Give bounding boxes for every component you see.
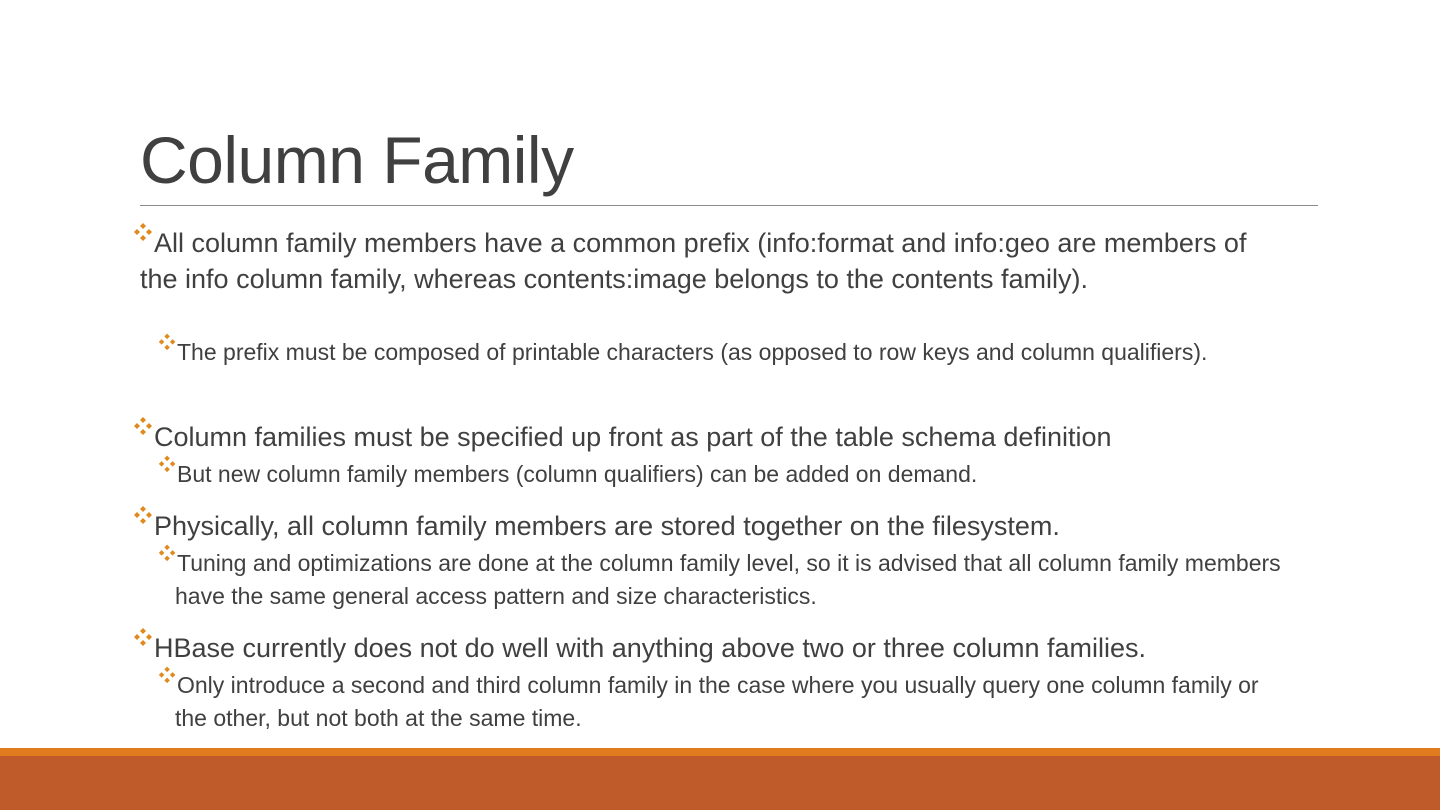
sub-bullet-text: Only introduce a second and third column family in the case where you usually query one column family or the other, but not both at the same time. bbox=[175, 672, 1259, 731]
footer-band bbox=[0, 756, 1440, 810]
bullet-text: Column families must be specified up front as part of the table schema definition bbox=[154, 422, 1112, 452]
diamond-bullet-icon bbox=[157, 342, 177, 360]
sub-bullet-text: But new column family members (column qualifiers) can be added on demand. bbox=[177, 461, 978, 487]
diamond-bullet-icon bbox=[157, 553, 177, 571]
sub-bullet-point bbox=[175, 669, 1285, 734]
sub-bullet-point bbox=[175, 336, 1285, 369]
bullet-point bbox=[140, 225, 1290, 297]
sub-bullet-point bbox=[175, 458, 1285, 491]
bullet-text: HBase currently does not do well with anything above two or three column families. bbox=[154, 633, 1146, 663]
bullet-text: All column family members have a common prefix (info:format and info:geo are members of the info column family, whereas contents:image belongs to the contents family). bbox=[140, 228, 1247, 294]
sub-bullet-text: The prefix must be composed of printable characters (as opposed to row keys and column qualifiers). bbox=[177, 339, 1208, 365]
sub-bullet-point bbox=[175, 547, 1285, 612]
bullet-text: Physically, all column family members are stored together on the filesystem. bbox=[154, 511, 1060, 541]
bullet-point bbox=[140, 419, 1290, 455]
diamond-bullet-icon bbox=[132, 426, 154, 446]
diamond-bullet-icon bbox=[132, 637, 154, 657]
diamond-bullet-icon bbox=[157, 464, 177, 482]
title-divider bbox=[140, 205, 1318, 206]
bullet-point bbox=[140, 630, 1290, 666]
diamond-bullet-icon bbox=[132, 232, 154, 252]
slide-title: Column Family bbox=[140, 123, 574, 197]
diamond-bullet-icon bbox=[132, 515, 154, 535]
diamond-bullet-icon bbox=[157, 675, 177, 693]
accent-bar bbox=[0, 748, 1440, 756]
bullet-point bbox=[140, 508, 1290, 544]
sub-bullet-text: Tuning and optimizations are done at the column family level, so it is advised that all column family members have the same general access pattern and size characteristics. bbox=[175, 550, 1281, 609]
